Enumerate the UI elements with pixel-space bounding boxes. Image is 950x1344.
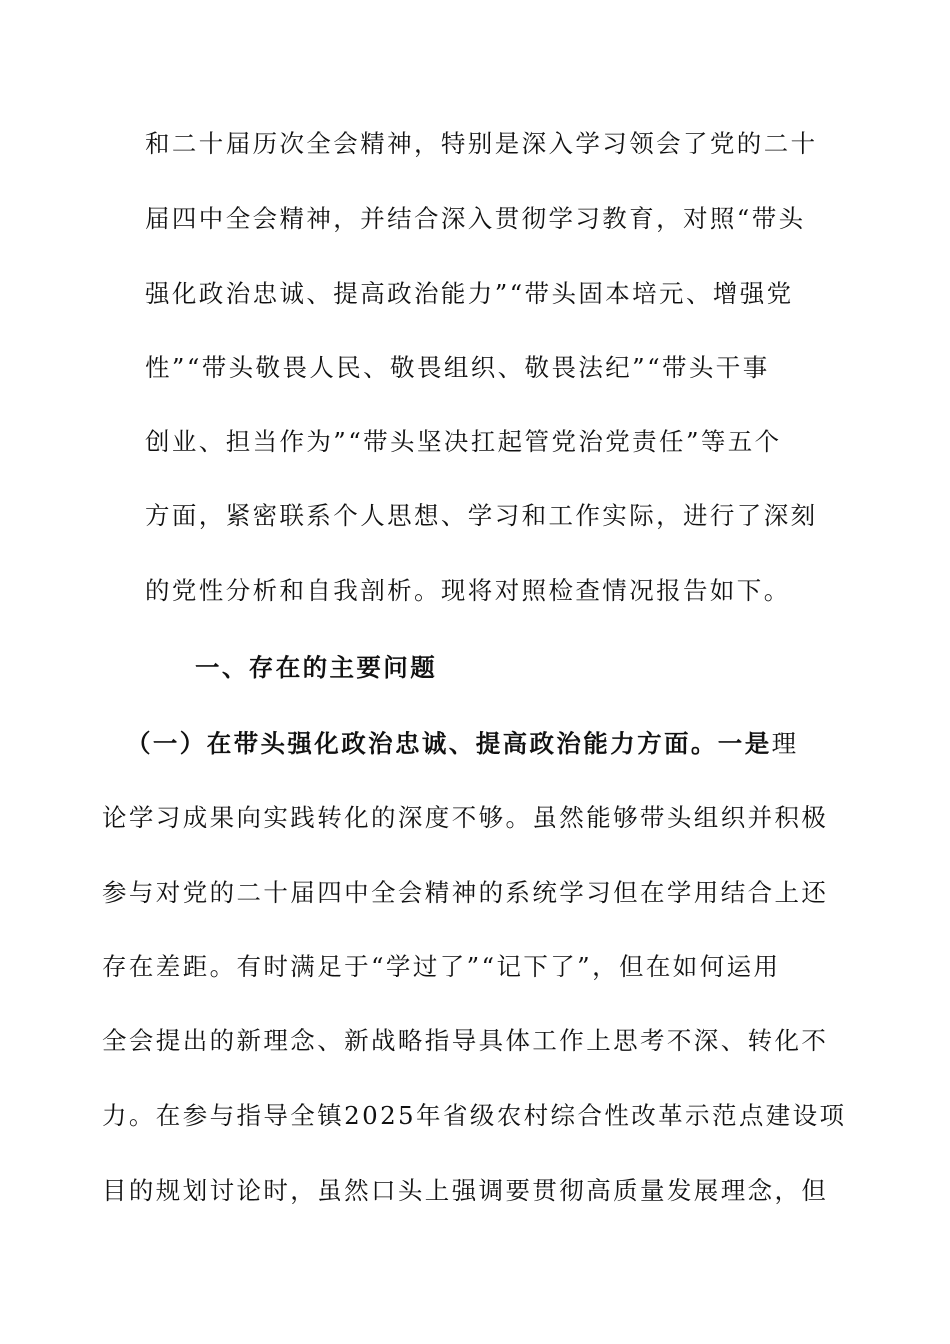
body-line-2: 参与对党的二十届四中全会精神的系统学习但在学用结合上还	[102, 878, 829, 907]
intro-line-2: 届四中全会精神，并结合深入贯彻学习教育，对照“带头	[145, 204, 806, 233]
subsection-first-line-rest: 理	[771, 729, 799, 758]
intro-line-6: 方面，紧密联系个人思想、学习和工作实际，进行了深刻	[145, 501, 818, 530]
subsection-first-line	[126, 728, 799, 760]
body-line-5: 力。在参与指导全镇2025年省级农村综合性改革示范点建设项	[102, 1101, 847, 1130]
body-line-4: 全会提出的新理念、新战略指导具体工作上思考不深、转化不	[102, 1026, 829, 1055]
subsection-bold-lead: （一）在带头强化政治忠诚、提高政治能力方面。一是	[126, 729, 772, 758]
body-line-6: 目的规划讨论时，虽然口头上强调要贯彻高质量发展理念，但	[102, 1176, 829, 1205]
intro-line-7: 的党性分析和自我剖析。现将对照检查情况报告如下。	[145, 576, 791, 605]
body-line-1: 论学习成果向实践转化的深度不够。虽然能够带头组织并积极	[102, 803, 829, 832]
section-heading: 一、存在的主要问题	[195, 653, 438, 682]
intro-line-1: 和二十届历次全会精神，特别是深入学习领会了党的二十	[145, 129, 818, 158]
intro-line-5: 创业、担当作为”“带头坚决扛起管党治党责任”等五个	[145, 427, 782, 456]
intro-line-3: 强化政治忠诚、提高政治能力”“带头固本培元、增强党	[145, 279, 794, 308]
intro-line-4: 性”“带头敬畏人民、敬畏组织、敬畏法纪”“带头干事	[145, 353, 770, 382]
body-line-3: 存在差距。有时满足于“学过了”“记下了”，但在如何运用	[102, 952, 781, 981]
